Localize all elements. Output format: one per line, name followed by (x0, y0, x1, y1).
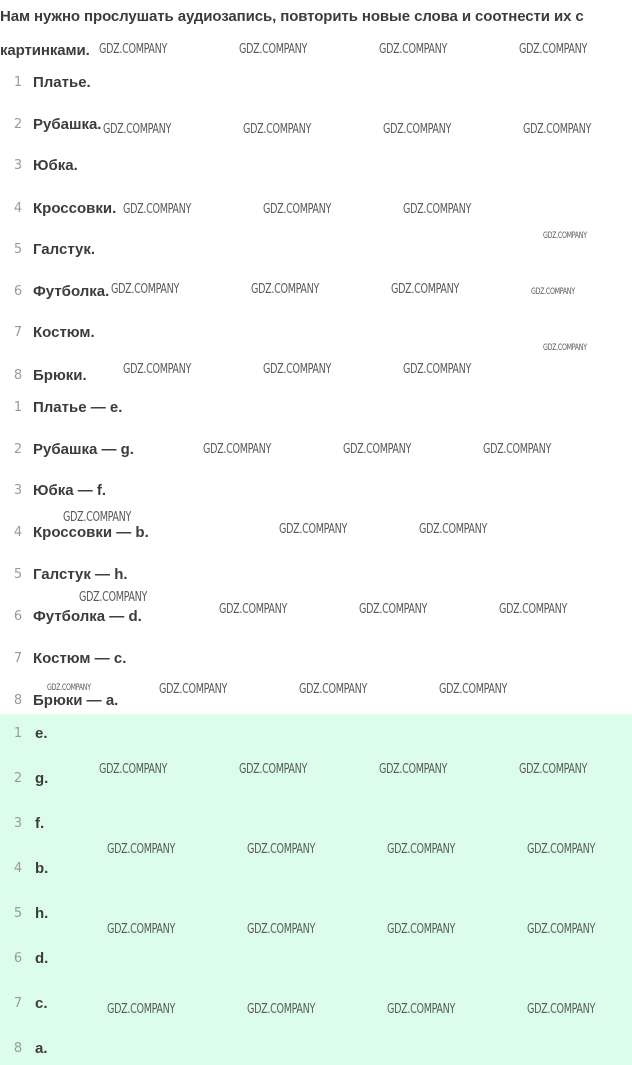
item-text: Галстук. (33, 240, 96, 258)
watermark: GDZ.COMPANY (47, 683, 91, 693)
watermark: GDZ.COMPANY (111, 282, 180, 297)
watermark: GDZ.COMPANY (107, 922, 176, 937)
watermark: GDZ.COMPANY (519, 762, 588, 777)
item-number: 7 (13, 995, 23, 1011)
watermark: GDZ.COMPANY (359, 602, 428, 617)
watermark: GDZ.COMPANY (379, 42, 448, 57)
watermark: GDZ.COMPANY (403, 202, 472, 217)
watermark: GDZ.COMPANY (239, 762, 308, 777)
item-text: f. (35, 814, 45, 832)
item-text: c. (35, 994, 48, 1012)
watermark: GDZ.COMPANY (63, 510, 132, 525)
watermark: GDZ.COMPANY (107, 842, 176, 857)
item-text: g. (35, 769, 49, 787)
watermark: GDZ.COMPANY (527, 842, 596, 857)
item-text: Платье — e. (33, 398, 123, 416)
item-text: Кроссовки. (33, 199, 117, 217)
item-number: 5 (13, 566, 23, 582)
item-number: 4 (13, 860, 23, 876)
task-line-2: картинками. (0, 42, 90, 59)
item-number: 3 (13, 157, 23, 173)
watermark: GDZ.COMPANY (107, 1002, 176, 1017)
watermark: GDZ.COMPANY (243, 122, 312, 137)
item-number: 3 (13, 815, 23, 831)
item-number: 8 (13, 1040, 23, 1056)
watermark: GDZ.COMPANY (279, 522, 348, 537)
watermark: GDZ.COMPANY (519, 42, 588, 57)
watermark: GDZ.COMPANY (123, 202, 192, 217)
item-number: 3 (13, 482, 23, 498)
watermark: GDZ.COMPANY (263, 202, 332, 217)
task-description (0, 0, 632, 68)
item-text: Юбка. (33, 156, 78, 174)
item-number: 8 (13, 692, 23, 708)
item-number: 1 (13, 725, 23, 741)
watermark: GDZ.COMPANY (523, 122, 592, 137)
watermark: GDZ.COMPANY (527, 1002, 596, 1017)
watermark: GDZ.COMPANY (219, 602, 288, 617)
watermark: GDZ.COMPANY (387, 922, 456, 937)
item-number: 6 (13, 608, 23, 624)
watermark: GDZ.COMPANY (391, 282, 460, 297)
item-text: Рубашка — g. (33, 440, 134, 458)
answers-panel (0, 714, 632, 1065)
watermark: GDZ.COMPANY (419, 522, 488, 537)
item-text: a. (35, 1039, 48, 1057)
item-text: Футболка. (33, 282, 110, 300)
item-text: Костюм — c. (33, 649, 127, 667)
watermark: GDZ.COMPANY (499, 602, 568, 617)
watermark: GDZ.COMPANY (79, 590, 148, 605)
watermark: GDZ.COMPANY (543, 231, 587, 241)
watermark: GDZ.COMPANY (251, 282, 320, 297)
watermark: GDZ.COMPANY (247, 922, 316, 937)
item-number: 1 (13, 399, 23, 415)
item-number: 7 (13, 324, 23, 340)
item-text: Платье. (33, 73, 91, 91)
item-text: Юбка — f. (33, 481, 107, 499)
item-text: Кроссовки — b. (33, 523, 149, 541)
watermark: GDZ.COMPANY (383, 122, 452, 137)
watermark: GDZ.COMPANY (403, 362, 472, 377)
item-text: Брюки. (33, 366, 87, 384)
item-text: h. (35, 904, 49, 922)
watermark: GDZ.COMPANY (387, 842, 456, 857)
item-number: 8 (13, 367, 23, 383)
watermark: GDZ.COMPANY (247, 842, 316, 857)
watermark: GDZ.COMPANY (239, 42, 308, 57)
item-text: Костюм. (33, 323, 95, 341)
item-text: d. (35, 949, 49, 967)
watermark: GDZ.COMPANY (439, 682, 508, 697)
item-number: 4 (13, 524, 23, 540)
item-number: 6 (13, 283, 23, 299)
item-number: 4 (13, 200, 23, 216)
watermark: GDZ.COMPANY (263, 362, 332, 377)
watermark: GDZ.COMPANY (527, 922, 596, 937)
watermark: GDZ.COMPANY (103, 122, 172, 137)
item-text: b. (35, 859, 49, 877)
watermark: GDZ.COMPANY (387, 1002, 456, 1017)
item-number: 5 (13, 241, 23, 257)
watermark: GDZ.COMPANY (531, 287, 575, 297)
watermark: GDZ.COMPANY (379, 762, 448, 777)
item-text: Галстук — h. (33, 565, 128, 583)
watermark: GDZ.COMPANY (99, 762, 168, 777)
watermark: GDZ.COMPANY (543, 343, 587, 353)
watermark: GDZ.COMPANY (483, 442, 552, 457)
item-number: 7 (13, 650, 23, 666)
watermark: GDZ.COMPANY (299, 682, 368, 697)
watermark: GDZ.COMPANY (159, 682, 228, 697)
watermark: GDZ.COMPANY (247, 1002, 316, 1017)
item-number: 6 (13, 950, 23, 966)
item-text: Футболка — d. (33, 607, 142, 625)
item-number: 5 (13, 905, 23, 921)
item-number: 2 (13, 441, 23, 457)
item-text: Рубашка. (33, 115, 102, 133)
watermark: GDZ.COMPANY (203, 442, 272, 457)
item-number: 2 (13, 770, 23, 786)
item-number: 2 (13, 116, 23, 132)
item-text: Брюки — a. (33, 691, 119, 709)
task-line-1: Нам нужно прослушать аудиозапись, повторить новые слова и соотнести их с (0, 8, 584, 25)
watermark: GDZ.COMPANY (99, 42, 168, 57)
watermark: GDZ.COMPANY (343, 442, 412, 457)
item-text: e. (35, 724, 48, 742)
item-number: 1 (13, 74, 23, 90)
watermark: GDZ.COMPANY (123, 362, 192, 377)
